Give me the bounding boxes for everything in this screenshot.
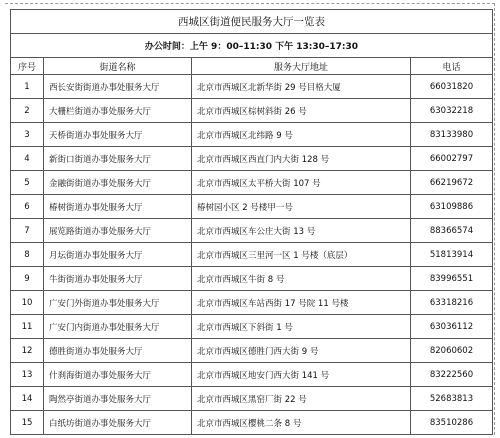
phone-number: 66031820 bbox=[411, 75, 493, 99]
hall-address: 北京市西城区地安门西大街 141 号 bbox=[192, 363, 411, 387]
table-row bbox=[11, 291, 493, 315]
table-row bbox=[11, 219, 493, 243]
phone-number: 52683813 bbox=[411, 387, 493, 411]
hall-address: 北京市西城区棕树斜街 26 号 bbox=[192, 99, 411, 123]
table-row bbox=[11, 195, 493, 219]
row-number: 1 bbox=[11, 75, 44, 99]
street-name: 牛街街道办事处服务大厅 bbox=[44, 267, 192, 291]
street-name: 金融街街道办事处服务大厅 bbox=[44, 171, 192, 195]
row-number: 7 bbox=[11, 219, 44, 243]
header-no: 序号 bbox=[11, 58, 44, 75]
street-name: 新街口街道办事处服务大厅 bbox=[44, 147, 192, 171]
phone-number: 88366574 bbox=[411, 219, 493, 243]
row-number: 8 bbox=[11, 243, 44, 267]
hall-address: 北京市西城区车公庄大街 13 号 bbox=[192, 219, 411, 243]
row-number: 12 bbox=[11, 339, 44, 363]
phone-number: 82060602 bbox=[411, 339, 493, 363]
table-row bbox=[11, 387, 493, 411]
phone-number: 66219672 bbox=[411, 171, 493, 195]
phone-number: 63318216 bbox=[411, 291, 493, 315]
row-number: 4 bbox=[11, 147, 44, 171]
street-name: 大栅栏街道办事处服务大厅 bbox=[44, 99, 192, 123]
hall-address: 北京市西城区北新华街 29 号目格大厦 bbox=[192, 75, 411, 99]
row-number: 2 bbox=[11, 99, 44, 123]
hall-address: 北京市西城区西直门内大街 128 号 bbox=[192, 147, 411, 171]
row-number: 10 bbox=[11, 291, 44, 315]
street-name: 西长安街街道办事处服务大厅 bbox=[44, 75, 192, 99]
street-name: 德胜街道办事处服务大厅 bbox=[44, 339, 192, 363]
row-number: 9 bbox=[11, 267, 44, 291]
street-name: 椿树街道办事处服务大厅 bbox=[44, 195, 192, 219]
header-street-name: 街道名称 bbox=[44, 58, 192, 75]
phone-number: 51813914 bbox=[411, 243, 493, 267]
street-name: 白纸坊街道办事处服务大厅 bbox=[44, 411, 192, 435]
hall-address: 北京市西城区北纬路 9 号 bbox=[192, 123, 411, 147]
table-title: 西城区街道便民服务大厅一览表 bbox=[11, 10, 493, 34]
row-number: 11 bbox=[11, 315, 44, 339]
table-row bbox=[11, 411, 493, 435]
table-row bbox=[11, 363, 493, 387]
hall-address: 北京市西城区黑窑厂街 22 号 bbox=[192, 387, 411, 411]
street-name: 广安门内街道办事处服务大厅 bbox=[44, 315, 192, 339]
table-row bbox=[11, 99, 493, 123]
row-number: 6 bbox=[11, 195, 44, 219]
hall-address: 北京市西城区德胜门西大街 9 号 bbox=[192, 339, 411, 363]
table-row bbox=[11, 147, 493, 171]
table-row bbox=[11, 267, 493, 291]
phone-number: 63109886 bbox=[411, 195, 493, 219]
street-name: 月坛街道办事处服务大厅 bbox=[44, 243, 192, 267]
office-hours: 办公时间：上午 9：00–11:30 下午 13:30–17:30 bbox=[11, 34, 493, 58]
phone-number: 66002797 bbox=[411, 147, 493, 171]
phone-number: 63032218 bbox=[411, 99, 493, 123]
table-row bbox=[11, 243, 493, 267]
phone-number: 83996551 bbox=[411, 267, 493, 291]
header-phone: 电话 bbox=[411, 58, 493, 75]
hall-address: 北京市西城区下斜街 1 号 bbox=[192, 315, 411, 339]
hall-address: 北京市西城区樱桃二条 8 号 bbox=[192, 411, 411, 435]
header-address: 服务大厅地址 bbox=[192, 58, 411, 75]
street-name: 陶然亭街道办事处服务大厅 bbox=[44, 387, 192, 411]
row-number: 13 bbox=[11, 363, 44, 387]
hall-address: 北京市西城区三里河一区 1 号楼（底层） bbox=[192, 243, 411, 267]
row-number: 14 bbox=[11, 387, 44, 411]
row-number: 5 bbox=[11, 171, 44, 195]
header-row bbox=[11, 58, 493, 75]
street-name: 展览路街道办事处服务大厅 bbox=[44, 219, 192, 243]
street-name: 什刹海街道办事处服务大厅 bbox=[44, 363, 192, 387]
street-name: 天桥街道办事处服务大厅 bbox=[44, 123, 192, 147]
phone-number: 63036112 bbox=[411, 315, 493, 339]
table-row bbox=[11, 171, 493, 195]
title-row bbox=[11, 10, 493, 34]
hall-address: 北京市西城区太平桥大街 107 号 bbox=[192, 171, 411, 195]
phone-number: 83222560 bbox=[411, 363, 493, 387]
street-name: 广安门外街道办事处服务大厅 bbox=[44, 291, 192, 315]
hall-address: 北京市西城区牛街 8 号 bbox=[192, 267, 411, 291]
phone-number: 83133980 bbox=[411, 123, 493, 147]
office-hours-row bbox=[11, 34, 493, 58]
table-row bbox=[11, 75, 493, 99]
hall-address: 椿树园小区 2 号楼甲一号 bbox=[192, 195, 411, 219]
hall-address: 北京市西城区车站西街 17 号院 11 号楼 bbox=[192, 291, 411, 315]
table-row bbox=[11, 339, 493, 363]
phone-number: 83510286 bbox=[411, 411, 493, 435]
service-hall-table bbox=[10, 9, 493, 435]
table-row bbox=[11, 315, 493, 339]
table-row bbox=[11, 123, 493, 147]
row-number: 15 bbox=[11, 411, 44, 435]
document-sheet bbox=[5, 3, 495, 435]
row-number: 3 bbox=[11, 123, 44, 147]
